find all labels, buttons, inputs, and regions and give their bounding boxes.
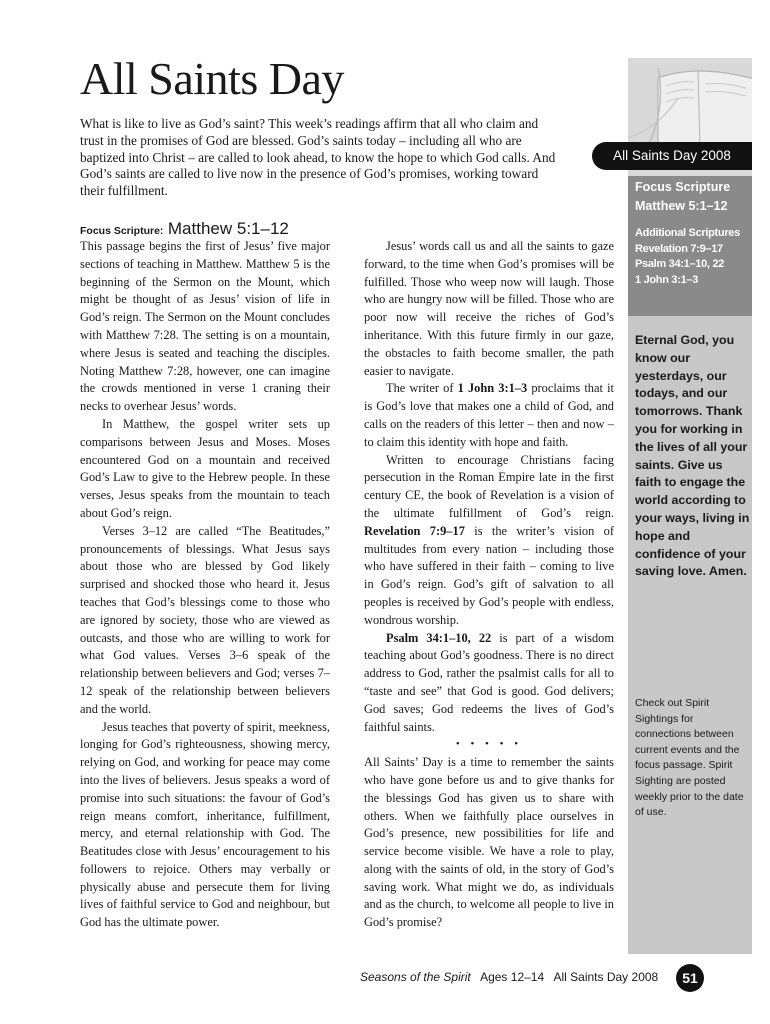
sidebar-scripture-item: 1 John 3:1–3 (635, 273, 699, 286)
focus-scripture-label: Focus Scripture: (80, 225, 164, 237)
sidebar-focus-label: Focus Scripture (635, 180, 731, 194)
body-paragraph: This passage begins the first of Jesus’ five major sections of teaching in Matthew. Matthew 5 is the beginning of the Sermon on the Mount, which might be thought of as Jesus’ vision of life in God’s reign. The Sermon on the Mount concludes with Matthew 7:28. The setting is on a mountain, where Jesus is seated and teaching the disciples. Noting Matthew 7:28, however, one can imagine the crowds mentioned in verse 1 craning their necks to overhear Jesus’ words. (80, 239, 330, 414)
sidebar-spirit-sightings-note: Check out Spirit Sightings for connections between current events and the focus passage. Spirit Sighting are posted weekly prior to the date of use. (635, 697, 744, 819)
body-paragraph: All Saints’ Day is a time to remember the saints who have gone before us and to give thanks for the blessings God has given us to share with others. When we faithfully place ourselves in God’s presence, new possibilities for life and service become visible. We have a role to play, along with the saints of old, in the story of God’s saving work. What might we do, as individuals and as the church, to welcome all people to live in God’s promise? (364, 755, 614, 930)
focus-scripture-heading (80, 219, 289, 239)
sidebar-scripture-item: Psalm 34:1–10, 22 (635, 258, 725, 270)
page-number-badge: 51 (676, 964, 704, 992)
text-run: proclaims that it is God’s love that makes one a child of God, and calls on the readers of this letter – then and now – to claim this identity with hope and faith. (364, 381, 614, 449)
text-run: is part of a wisdom teaching about God’s goodness. There is no direct address to God, rather the psalmist calls for all to “taste and see” that God is good. God delivers; God saves; God redeems the lives of God’s faithful saints. (364, 630, 614, 734)
footer-occasion: All Saints Day 2008 (553, 970, 659, 984)
scripture-reference: Psalm 34:1–10, 22 (386, 630, 492, 645)
scripture-reference: 1 John 3:1–3 (457, 381, 528, 396)
intro-paragraph: What is like to live as God’s saint? This week’s readings affirm that all who claim and trust in the promises of God are blessed. God’s saints today – including all who are baptized into Christ – are called to look ahead, to know the hope to which God calls. And God’s saints are called to live now in the presence of God’s promises, working toward their fulfillment. (80, 116, 556, 199)
body-paragraph: Jesus teaches that poverty of spirit, meekness, longing for God’s righteousness, showing mercy, relying on God, and working for peace may come into the lives of believers. Jesus speaks a word of promise into such situations: the favour of God’s reign means comfort, inheritance, fulfillment, mercy, and eternal relationship with God. The Beatitudes close with Jesus’ encouragement to his followers to rejoice. Others may verbally or physically abuse and persecute them for living lives of faithful service to God and neighbour, but God has the ultimate power. (80, 719, 330, 930)
body-column-right (364, 238, 614, 932)
sidebar-scripture-item: Revelation 7:9–17 (635, 242, 723, 255)
issue-tab: All Saints Day 2008 (592, 142, 752, 170)
sidebar-additional-label: Additional Scriptures (635, 227, 740, 239)
body-column-left (80, 238, 330, 932)
section-separator: • • • • • (455, 738, 523, 751)
body-paragraph (364, 452, 614, 630)
page-footer (360, 970, 658, 984)
scripture-reference: Revelation 7:9–17 (364, 523, 465, 538)
body-paragraph (364, 630, 614, 737)
sidebar-prayer: Eternal God, you know our yesterdays, our todays, and our tomorrows. Thank you for working in the lives of all your saints. Give us faith to engage the world according to your ways, living in hope and confidence of your saving love. Amen. (635, 333, 750, 579)
body-paragraph: In Matthew, the gospel writer sets up comparisons between Jesus and Moses. Moses encountered God on a mountain and received God’s Law to give to the Hebrew people. In these verses, Jesus speaks from the mountain to teach about God’s reign. (80, 416, 330, 520)
sidebar-focus-scripture (635, 178, 750, 216)
footer-ages: Ages 12–14 (480, 970, 545, 984)
page-title: All Saints Day (80, 53, 344, 104)
body-paragraph (364, 380, 614, 451)
text-run: is the writer’s vision of multitudes from every nation – including those who have suffered in their faith – coming to live in God’s reign. God’s gift of salvation to all peoples is received by God’s people with endless, wondrous worship. (364, 523, 614, 627)
body-paragraph: Jesus’ words call us and all the saints to gaze forward, to the time when God’s promises will be fulfilled. Those who weep now will laugh. Those who are hungry now will be filled. Those who are poor now will receive the riches of God’s inheritance. With this future firmly in our gaze, the obstacles to faith become smaller, the path easier to navigate. (364, 239, 614, 378)
sidebar-additional-scriptures (635, 226, 750, 288)
body-paragraph: Verses 3–12 are called “The Beatitudes,” pronouncements of blessings. What Jesus says about those who are blessed by God likely surprised and shocked those who heard it. Jesus teaches that God’s blessings come to those who are ignored by society, those who are viewed as outcasts, and those who are willing to work for what God values. Verses 3–6 speak of the relationship between believers and God; verses 7–12 speak of the relationship between believers and the world. (80, 523, 330, 716)
text-run: Written to encourage Christians facing persecution in the Roman Empire late in the first century CE, the book of Revelation is a vision of the ultimate fulfillment of God’s reign. (364, 452, 614, 520)
footer-series: Seasons of the Spirit (360, 970, 471, 984)
focus-scripture-reference: Matthew 5:1–12 (167, 219, 289, 238)
sidebar-focus-reference: Matthew 5:1–12 (635, 199, 728, 213)
text-run: The writer of (386, 381, 458, 396)
